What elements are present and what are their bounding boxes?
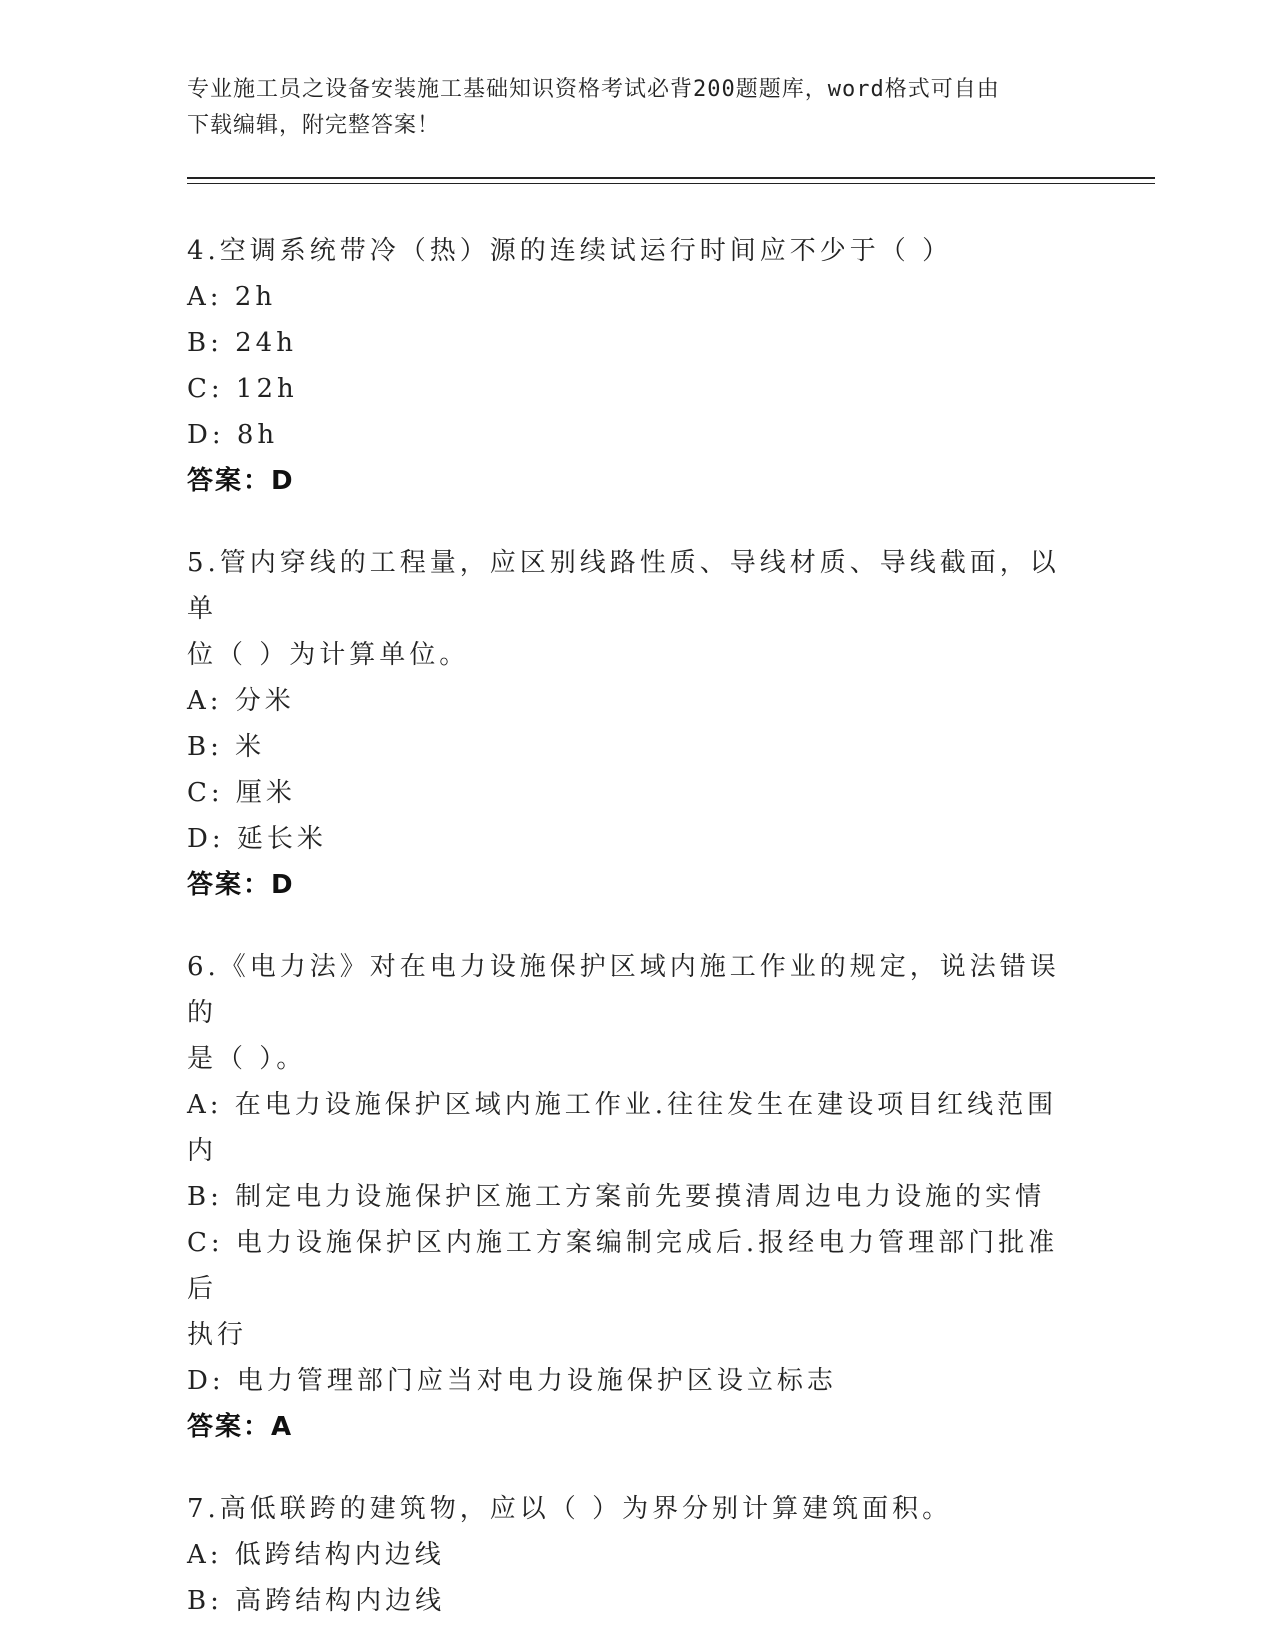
answer-option: A: 2h bbox=[187, 282, 277, 312]
answer-key: 答案：D bbox=[187, 466, 295, 496]
question-list bbox=[187, 228, 1067, 1624]
header-divider-thin bbox=[187, 183, 1155, 184]
answer-option: A: 在电力设施保护区域内施工作业.往往发生在建设项目红线范围内 bbox=[187, 1090, 1058, 1166]
question-block bbox=[187, 228, 1067, 504]
answer-key: 答案：A bbox=[187, 1412, 294, 1442]
answer-option: D: 8h bbox=[187, 420, 279, 450]
answer-option: D: 电力管理部门应当对电力设施保护区设立标志 bbox=[187, 1366, 837, 1396]
answer-option: B: 米 bbox=[187, 732, 266, 762]
answer-option: A: 低跨结构内边线 bbox=[187, 1540, 445, 1570]
answer-option: D: 延长米 bbox=[187, 824, 327, 854]
answer-key: 答案：D bbox=[187, 870, 295, 900]
question-block bbox=[187, 1486, 1067, 1624]
question-block bbox=[187, 540, 1067, 908]
answer-option: C: 厘米 bbox=[187, 778, 296, 808]
header-title-line-2: 下载编辑，附完整答案！ bbox=[187, 113, 441, 138]
answer-option: C: 12h bbox=[187, 374, 298, 404]
question-stem: 7.高低联跨的建筑物，应以（ ）为界分别计算建筑面积。 bbox=[187, 1494, 953, 1524]
answer-option: B: 高跨结构内边线 bbox=[187, 1586, 446, 1616]
header-divider-thick bbox=[187, 177, 1155, 179]
question-stem: 位（ ）为计算单位。 bbox=[187, 640, 470, 670]
answer-option: A: 分米 bbox=[187, 686, 295, 716]
answer-option: 执行 bbox=[187, 1320, 248, 1350]
answer-option: B: 24h bbox=[187, 328, 297, 358]
answer-option: B: 制定电力设施保护区施工方案前先要摸清周边电力设施的实情 bbox=[187, 1182, 1046, 1212]
question-stem: 4.空调系统带冷（热）源的连续试运行时间应不少于（ ） bbox=[187, 236, 953, 266]
header-title-line-1: 专业施工员之设备安装施工基础知识资格考试必背200题题库，word格式可自由 bbox=[187, 77, 1000, 102]
document-header bbox=[187, 72, 1067, 144]
question-stem: 5.管内穿线的工程量，应区别线路性质、导线材质、导线截面，以单 bbox=[187, 548, 1060, 624]
question-stem: 是（ ）。 bbox=[187, 1044, 307, 1074]
question-stem: 6.《电力法》对在电力设施保护区域内施工作业的规定，说法错误的 bbox=[187, 952, 1060, 1028]
answer-option: C: 电力设施保护区内施工方案编制完成后.报经电力管理部门批准后 bbox=[187, 1228, 1059, 1304]
question-block bbox=[187, 944, 1067, 1450]
